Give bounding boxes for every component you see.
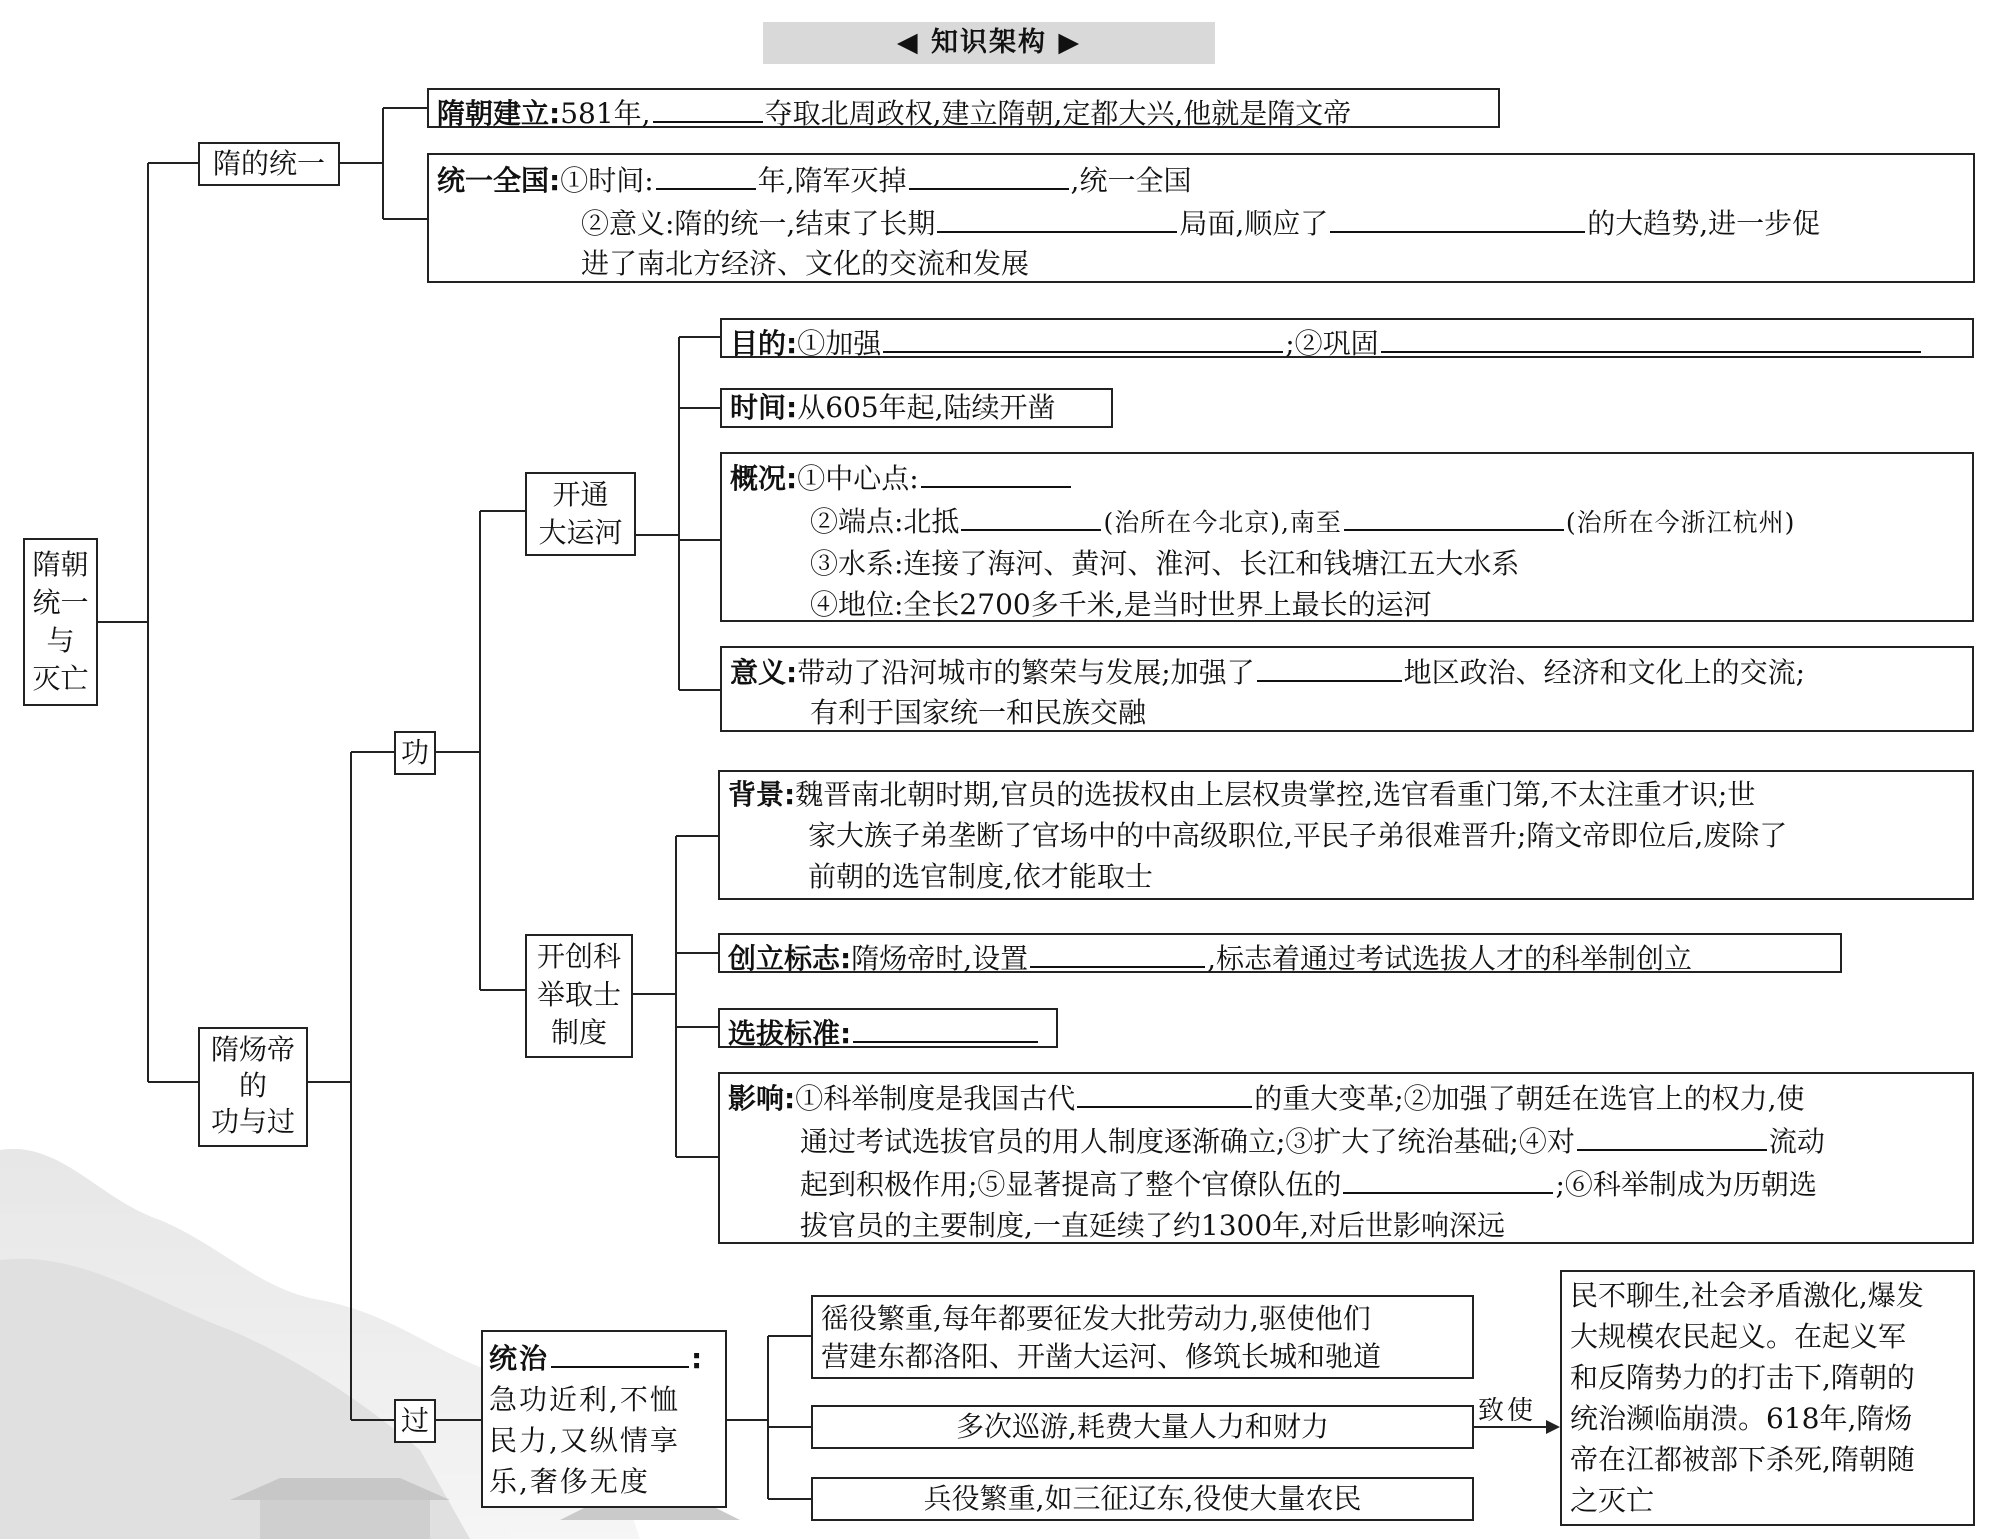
node-merit: 功 — [394, 731, 436, 775]
box-exam-impact: 影响:①科举制度是我国古代 的重大变革;②加强了朝廷在选官上的权力,使 通过考试选拔官员的用人制度逐渐确立;③扩大了统治基础;④对 流动 起到积极作用;⑤显著提高了整个官僚队伍的 ;⑥科举制成为历朝选 拔官员的主要制度,一直延续了约1300年,对后世影响深远 — [718, 1072, 1974, 1244]
box-result-collapse: 民不聊生,社会矛盾激化,爆发 大规模农民起义。在起义军 和反隋势力的打击下,隋朝的 统治濒临崩溃。618年,隋炀 帝在江都被部下杀死,隋朝随 之灭亡 — [1560, 1270, 1975, 1526]
box-cause-corvee: 徭役繁重,每年都要征发大批劳动力,驱使他们 营建东都洛阳、开凿大运河、修筑长城和驰道 — [811, 1295, 1474, 1379]
box-exam-standard: 选拔标准: — [718, 1008, 1058, 1048]
box-exam-background: 背景:魏晋南北朝时期,官员的选拔权由上层权贵掌控,选官看重门第,不太注重才识;世 家大族子弟垄断了官场中的中高级职位,平民子弟很难晋升;隋文帝即位后,废除了 前朝的选官制度,依才能取士 — [718, 770, 1974, 900]
arrow-head-icon — [1546, 1420, 1560, 1434]
root-node: 隋朝 统一 与 灭亡 — [23, 538, 98, 706]
box-canal-meaning: 意义:带动了沿河城市的繁荣与发展;加强了 地区政治、经济和文化上的交流; 有利于国家统一和民族交融 — [720, 646, 1974, 732]
box-canal-overview: 概况:①中心点: ②端点:北抵 (治所在今北京),南至 (治所在今浙江杭州) ③水系:连接了海河、黄河、淮河、长江和钱塘江五大水系 ④地位:全长2700多千米,是当时世界上最长的运河 — [720, 452, 1974, 622]
section-title: ◀ 知识架构 ▶ — [763, 22, 1215, 64]
node-yangdi-merits-faults: 隋炀帝 的 功与过 — [198, 1027, 308, 1147]
box-canal-time: 时间:从605年起,陆续开凿 — [720, 388, 1113, 428]
box-exam-founding: 创立标志:隋炀帝时,设置 ,标志着通过考试选拔人才的科举制创立 — [718, 933, 1842, 973]
arrow-label: 致使 — [1478, 1396, 1537, 1426]
box-sui-founding: 隋朝建立:581年, 夺取北周政权,建立隋朝,定都大兴,他就是隋文帝 — [427, 88, 1500, 128]
box-cause-military: 兵役繁重,如三征辽东,役使大量农民 — [811, 1477, 1474, 1521]
node-fault: 过 — [394, 1399, 436, 1443]
box-rule: 统治 : 急功近利,不恤 民力,又纵情享 乐,奢侈无度 — [481, 1330, 727, 1508]
box-national-unification: 统一全国:①时间: 年,隋军灭掉 ,统一全国 ②意义:隋的统一,结束了长期 局面,顺应了 的大趋势,进一步促 进了南北方经济、文化的交流和发展 — [427, 153, 1975, 283]
box-cause-tours: 多次巡游,耗费大量人力和财力 — [811, 1405, 1474, 1449]
node-grand-canal: 开通 大运河 — [525, 472, 636, 556]
box-canal-purpose: 目的:①加强 ;②巩固 — [720, 318, 1974, 358]
node-imperial-exam: 开创科 举取士 制度 — [525, 934, 633, 1058]
node-sui-unification: 隋的统一 — [198, 142, 340, 186]
